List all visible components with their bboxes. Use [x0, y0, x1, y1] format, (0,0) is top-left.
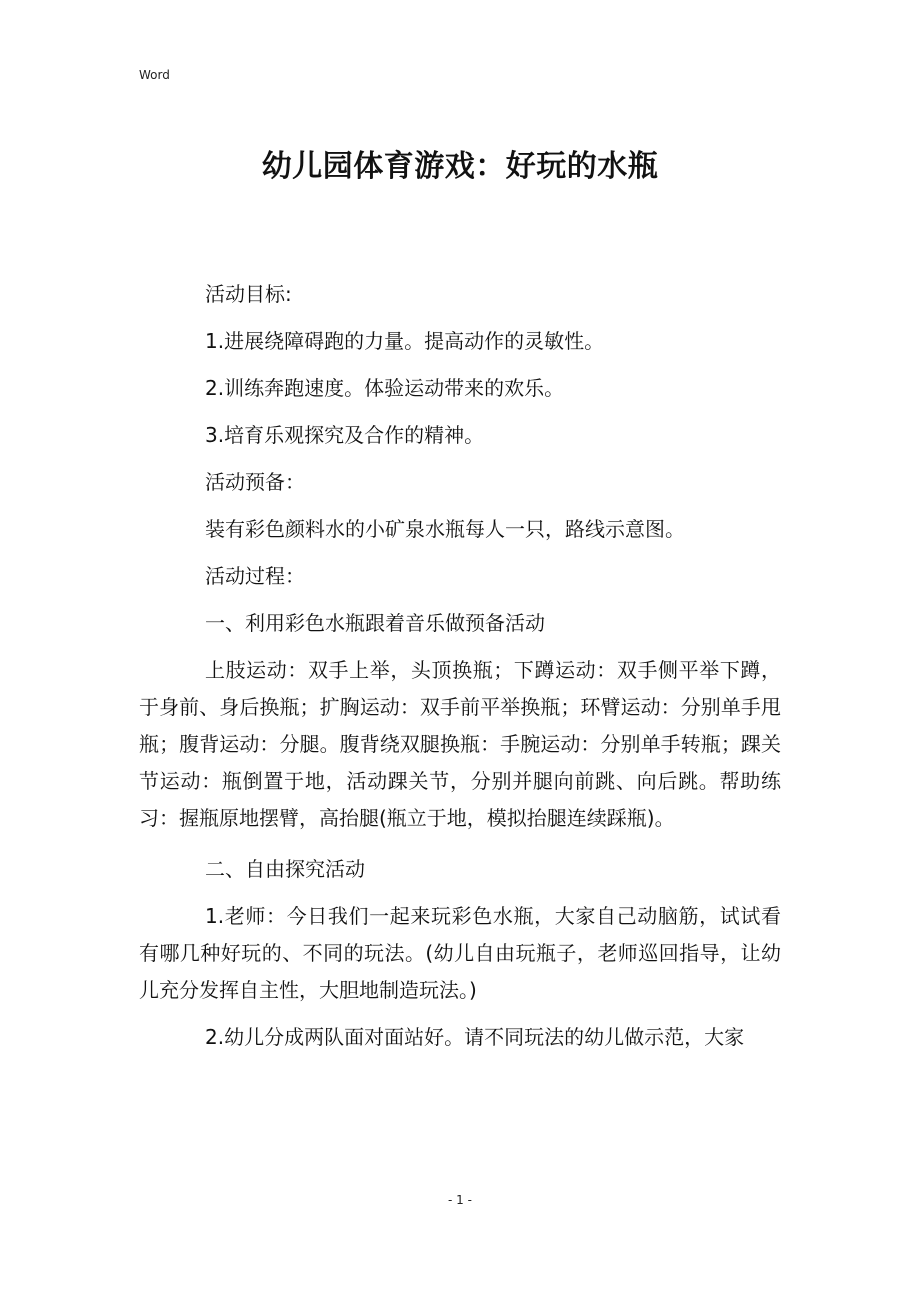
header-label: Word: [139, 68, 170, 82]
document-body: [139, 280, 781, 1052]
paragraph-preparation: 装有彩色颜料水的小矿泉水瓶每人一只，路线示意图。: [205, 517, 685, 541]
paragraph-section-1-heading: 一、利用彩色水瓶跟着音乐做预备活动: [205, 611, 545, 635]
paragraph-goal-2: 2.训练奔跑速度。体验运动带来的欢乐。: [205, 376, 565, 400]
paragraph-section-2-heading: 二、自由探究活动: [205, 857, 365, 881]
page-number: - 1 -: [448, 1193, 472, 1207]
paragraph-step-2: 2.幼儿分成两队面对面站好。请不同玩法的幼儿做示范，大家: [205, 1025, 745, 1049]
paragraph-warmup-exercises: 上肢运动：双手上举，头顶换瓶；下蹲运动：双手侧平举下蹲，于身前、身后换瓶；扩胸运动：双手前平举换瓶；环臂运动：分别单手甩瓶；腹背运动：分腿。腹背绕双腿换瓶：手腕运动：分别单手转瓶；踝关节运动：瓶倒置于地，活动踝关节，分别并腿向前跳、向后跳。帮助练习：握瓶原地摆臂，高抬腿(瓶立于地，模拟抬腿连续踩瓶)。: [139, 658, 781, 830]
paragraph-process-heading: 活动过程：: [205, 564, 305, 588]
paragraph-goal-1: 1.进展绕障碍跑的力量。提高动作的灵敏性。: [205, 329, 605, 353]
document-title: 幼儿园体育游戏：好玩的水瓶: [261, 149, 659, 184]
paragraph-step-1: 1.老师：今日我们一起来玩彩色水瓶，大家自己动脑筋，试试看有哪几种好玩的、不同的玩法。(幼儿自由玩瓶子，老师巡回指导，让幼儿充分发挥自主性，大胆地制造玩法。): [139, 904, 781, 1002]
paragraph-goal-3: 3.培育乐观探究及合作的精神。: [205, 423, 485, 447]
paragraph-preparation-heading: 活动预备：: [205, 470, 305, 494]
paragraph-goals-heading: 活动目标:: [205, 282, 292, 306]
